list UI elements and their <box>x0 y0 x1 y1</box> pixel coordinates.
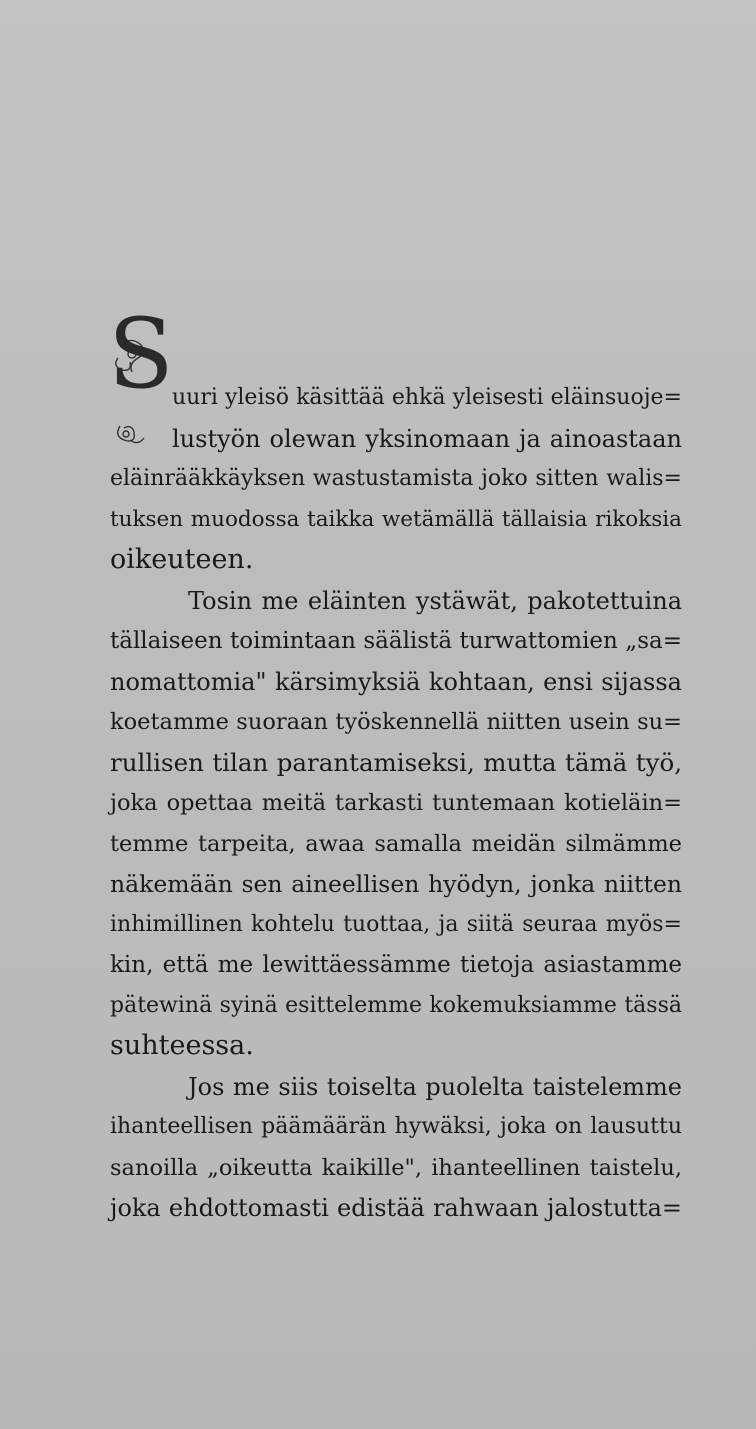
text-line: kin, että me lewittäessämme tietoja asiastamme <box>110 952 682 978</box>
text-line: koetamme suoraan työskennellä niitten usein su= <box>110 709 682 735</box>
text-line: joka opettaa meitä tarkasti tuntemaan kotieläin= <box>110 790 682 816</box>
text-line: Jos me siis toiselta puolelta taistelemme <box>188 1072 682 1101</box>
text-line: ihanteellisen päämäärän hywäksi, joka on lausuttu <box>110 1114 682 1139</box>
text-line: uuri yleisö käsittää ehkä yleisesti eläinsuoje= <box>172 385 682 410</box>
text-line: inhimillinen kohtelu tuottaa, ja siitä seuraa myös= <box>110 911 682 937</box>
text-line: tällaiseen toimintaan säälistä turwattomien „sa= <box>110 628 682 654</box>
text-line: rullisen tilan parantamiseksi, mutta tämä työ, <box>110 747 682 777</box>
text-line: tuksen muodossa taikka wetämällä tällaisia rikoksia <box>110 506 682 532</box>
dropcap-letter: S <box>108 298 174 410</box>
text-line: temme tarpeita, awaa samalla meidän silmämme <box>110 830 682 857</box>
text-line: nomattomia" kärsimyksiä kohtaan, ensi sijassa <box>110 667 682 696</box>
text-line: joka ehdottomasti edistää rahwaan jalostutta= <box>110 1194 682 1222</box>
text-line: oikeuteen. <box>110 544 254 575</box>
body-text <box>108 298 682 1229</box>
text-line: pätewinä syinä esittelemme kokemuksiamme tässä <box>110 992 682 1018</box>
text-line: Tosin me eläinten ystäwät, pakotettuina <box>188 586 682 615</box>
text-line: suhteessa. <box>110 1030 254 1061</box>
text-line: sanoilla „oikeutta kaikille", ihanteellinen taistelu, <box>110 1154 682 1181</box>
text-line: lustyön olewan yksinomaan ja ainoastaan <box>172 424 682 453</box>
text-line: eläinrääkkäyksen wastustamista joko sitten walis= <box>110 466 682 491</box>
text-line: näkemään sen aineellisen hyödyn, jonka niitten <box>110 870 682 898</box>
ornamental-initial-s <box>108 298 174 462</box>
